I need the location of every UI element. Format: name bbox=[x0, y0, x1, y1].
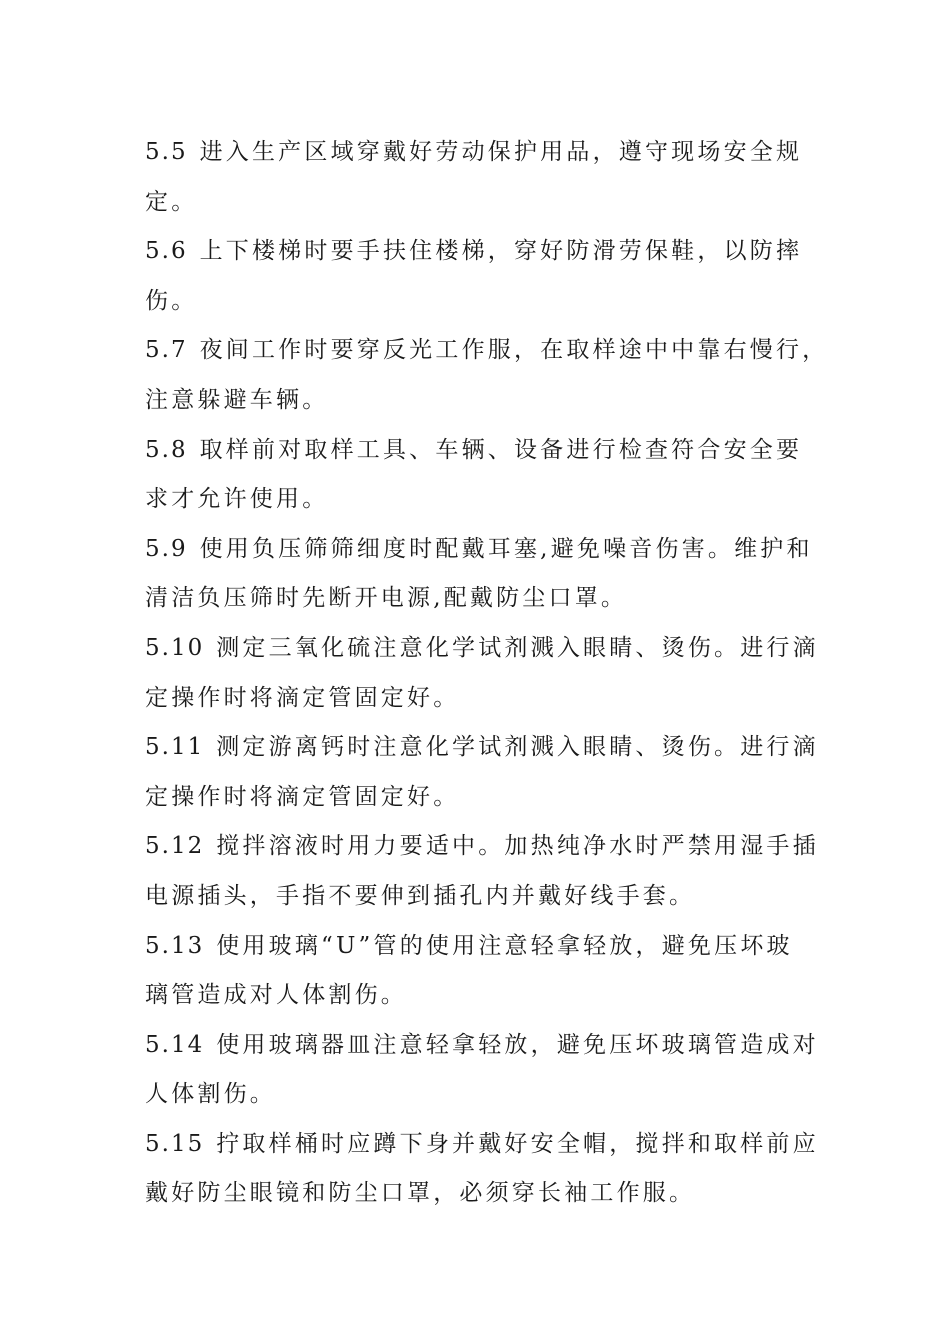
clause-first-line bbox=[145, 326, 829, 376]
clause-number: 5.12 bbox=[145, 833, 205, 860]
clause-5-9 bbox=[145, 525, 825, 624]
clause-text: 搅拌溶液时用力要适中。加热纯净水时严禁用湿手插 bbox=[216, 833, 819, 860]
clause-5-14 bbox=[145, 1021, 825, 1120]
clause-text: 测定游离钙时注意化学试剂溅入眼睛、烫伤。进行滴 bbox=[216, 734, 819, 761]
clause-first-line bbox=[145, 227, 825, 277]
clause-continuation: 求才允许使用。 bbox=[145, 486, 329, 513]
clause-number: 5.7 bbox=[145, 337, 188, 364]
clause-first-line bbox=[145, 128, 825, 178]
clause-continuation: 定操作时将滴定管固定好。 bbox=[145, 684, 460, 711]
clause-5-7 bbox=[145, 326, 829, 425]
clause-5-11 bbox=[145, 723, 825, 822]
clause-number: 5.14 bbox=[145, 1031, 205, 1058]
clause-5-5 bbox=[145, 128, 825, 227]
clause-number: 5.6 bbox=[145, 238, 188, 265]
clause-number: 5.10 bbox=[145, 634, 205, 661]
clause-text: 测定三氧化硫注意化学试剂溅入眼睛、烫伤。进行滴 bbox=[216, 634, 819, 661]
clause-number: 5.11 bbox=[145, 734, 205, 761]
clause-continuation: 清洁负压筛时先断开电源,配戴防尘口罩。 bbox=[145, 585, 628, 612]
clause-5-13 bbox=[145, 922, 825, 1021]
clause-first-line bbox=[145, 1120, 825, 1170]
clause-5-12 bbox=[145, 822, 825, 921]
clause-5-6 bbox=[145, 227, 825, 326]
clause-text: 使用玻璃器皿注意轻拿轻放，避免压坏玻璃管造成对 bbox=[216, 1031, 819, 1058]
clause-number: 5.5 bbox=[145, 139, 188, 165]
clause-continuation: 人体割伤。 bbox=[145, 1081, 276, 1108]
document-body bbox=[145, 128, 829, 1219]
clause-first-line bbox=[145, 624, 825, 674]
clause-number: 5.9 bbox=[145, 535, 188, 562]
clause-text: 取样前对取样工具、车辆、设备进行检查符合安全要 bbox=[199, 436, 803, 463]
clause-text: 进入生产区域穿戴好劳动保护用品，遵守现场安全规 bbox=[199, 139, 803, 165]
clause-text: 使用玻璃“U”管的使用注意轻拿轻放，避免压坏玻 bbox=[216, 932, 793, 959]
clause-first-line bbox=[145, 426, 825, 476]
clause-number: 5.8 bbox=[145, 436, 188, 463]
clause-text: 夜间工作时要穿反光工作服，在取样途中中靠右慢行， bbox=[199, 337, 829, 364]
clause-first-line bbox=[145, 1021, 825, 1071]
clause-continuation: 戴好防尘眼镜和防尘口罩，必须穿长袖工作服。 bbox=[145, 1180, 696, 1207]
clause-5-15 bbox=[145, 1120, 825, 1219]
clause-continuation: 定操作时将滴定管固定好。 bbox=[145, 783, 460, 810]
clause-text: 使用负压筛筛细度时配戴耳塞,避免噪音伤害。维护和 bbox=[199, 535, 813, 562]
clause-continuation: 伤。 bbox=[145, 287, 198, 314]
clause-number: 5.13 bbox=[145, 932, 205, 959]
clause-5-8 bbox=[145, 426, 825, 525]
clause-first-line bbox=[145, 525, 825, 575]
clause-text: 拧取样桶时应蹲下身并戴好安全帽，搅拌和取样前应 bbox=[216, 1130, 819, 1157]
clause-continuation: 定。 bbox=[145, 188, 198, 215]
clause-5-10 bbox=[145, 624, 825, 723]
clause-number: 5.15 bbox=[145, 1130, 205, 1157]
clause-first-line bbox=[145, 922, 825, 972]
clause-continuation: 注意躲避车辆。 bbox=[145, 386, 329, 413]
clause-text: 上下楼梯时要手扶住楼梯，穿好防滑劳保鞋，以防摔 bbox=[199, 238, 803, 265]
clause-first-line bbox=[145, 822, 825, 872]
clause-continuation: 电源插头，手指不要伸到插孔内并戴好线手套。 bbox=[145, 882, 696, 909]
clause-first-line bbox=[145, 723, 825, 773]
clause-continuation: 璃管造成对人体割伤。 bbox=[145, 982, 407, 1009]
